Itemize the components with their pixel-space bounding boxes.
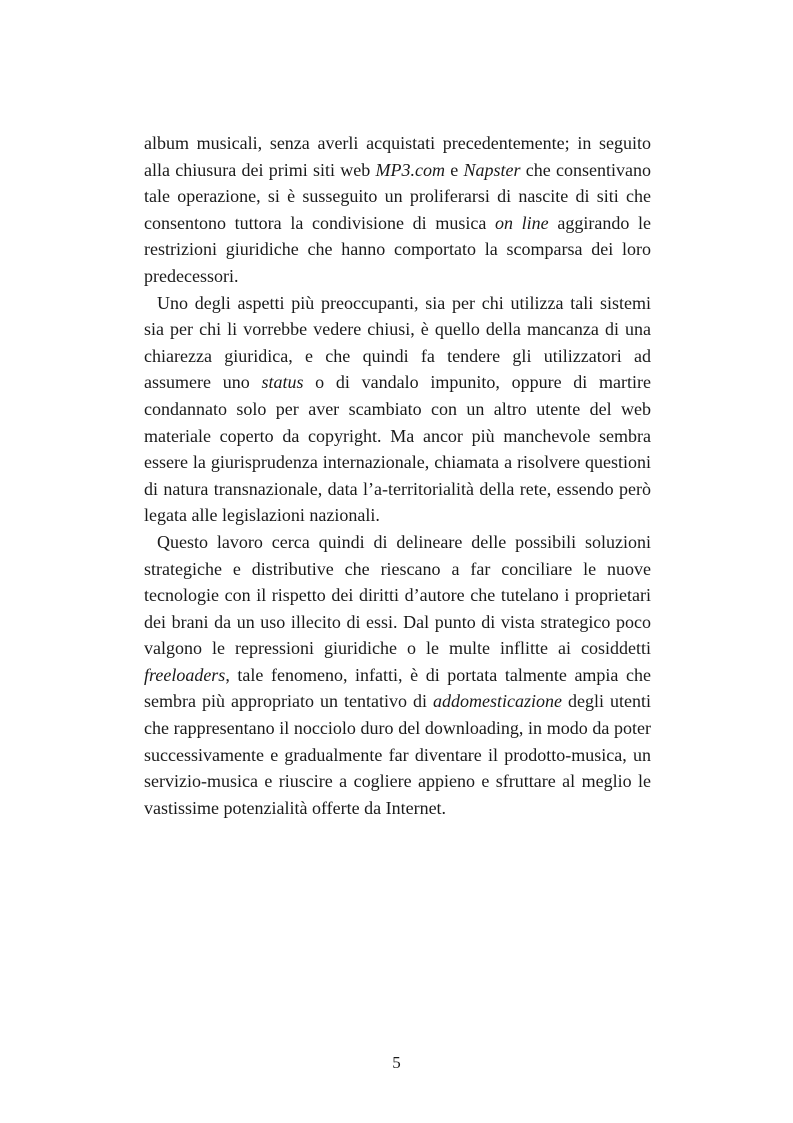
- text-run: Questo lavoro cerca quindi di delineare delle possibili soluzioni strategiche e distributive che riescano a far conciliare le nuove tecnologie con il rispetto dei diritti d’autore che tutelano i proprietari dei brani da un uso illecito di essi. Dal punto di vista strategico poco valgono le repressioni giuridiche o le multe inflitte ai cosiddetti: [144, 531, 651, 659]
- text-run: degli utenti che rappresentano il nocciolo duro del downloading, in modo da poter successivamente e gradualmente far diventare il prodotto-musica, un servizio-musica e riuscire a cogliere appieno e sfruttare al meglio le vastissime potenzialità offerte da Internet.: [144, 691, 652, 818]
- text-run: album musicali, senza averli acquistati precedentemente; in seguito alla chiusura dei primi siti web: [144, 133, 651, 180]
- paragraph-2: [144, 290, 651, 529]
- italic-run: addomesticazione: [433, 691, 562, 712]
- page-number: 5: [392, 1053, 401, 1072]
- text-run: o di vandalo impunito, oppure di martire condannato solo per aver scambiato con un altro utente del web materiale coperto da copyright. Ma ancor più manchevole sembra essere la giurisprudenza internazionale, chiamata a risolvere questioni di natura transnazionale, data l’a-territorialità della rete, essendo però legata alle legislazioni nazionali.: [144, 372, 651, 526]
- text-run: aggirando le restrizioni giuridiche che hanno comportato la scomparsa dei loro predecessori.: [144, 212, 651, 286]
- italic-run: Napster: [463, 159, 521, 180]
- italic-run: on line: [495, 212, 549, 233]
- paragraph-1: [144, 130, 651, 290]
- italic-run: status: [261, 372, 304, 393]
- body-text: [144, 130, 651, 821]
- italic-run: freeloaders: [144, 664, 226, 685]
- paragraph-3: [144, 529, 651, 822]
- text-run: , tale fenomeno, infatti, è di portata talmente ampia che sembra più appropriato un tentativo di: [144, 664, 651, 712]
- text-run: che consentivano tale operazione, si è susseguito un proliferarsi di nascite di siti che consentono tuttora la condivisione di musica: [144, 159, 651, 233]
- text-run: e: [444, 159, 464, 180]
- text-run: Uno degli aspetti più preoccupanti, sia per chi utilizza tali sistemi sia per chi li vorrebbe vedere chiusi, è quello della mancanza di una chiarezza giuridica, e che quindi fa tendere gli utilizzatori ad assumere uno: [144, 292, 651, 393]
- italic-run: MP3.com: [375, 159, 445, 180]
